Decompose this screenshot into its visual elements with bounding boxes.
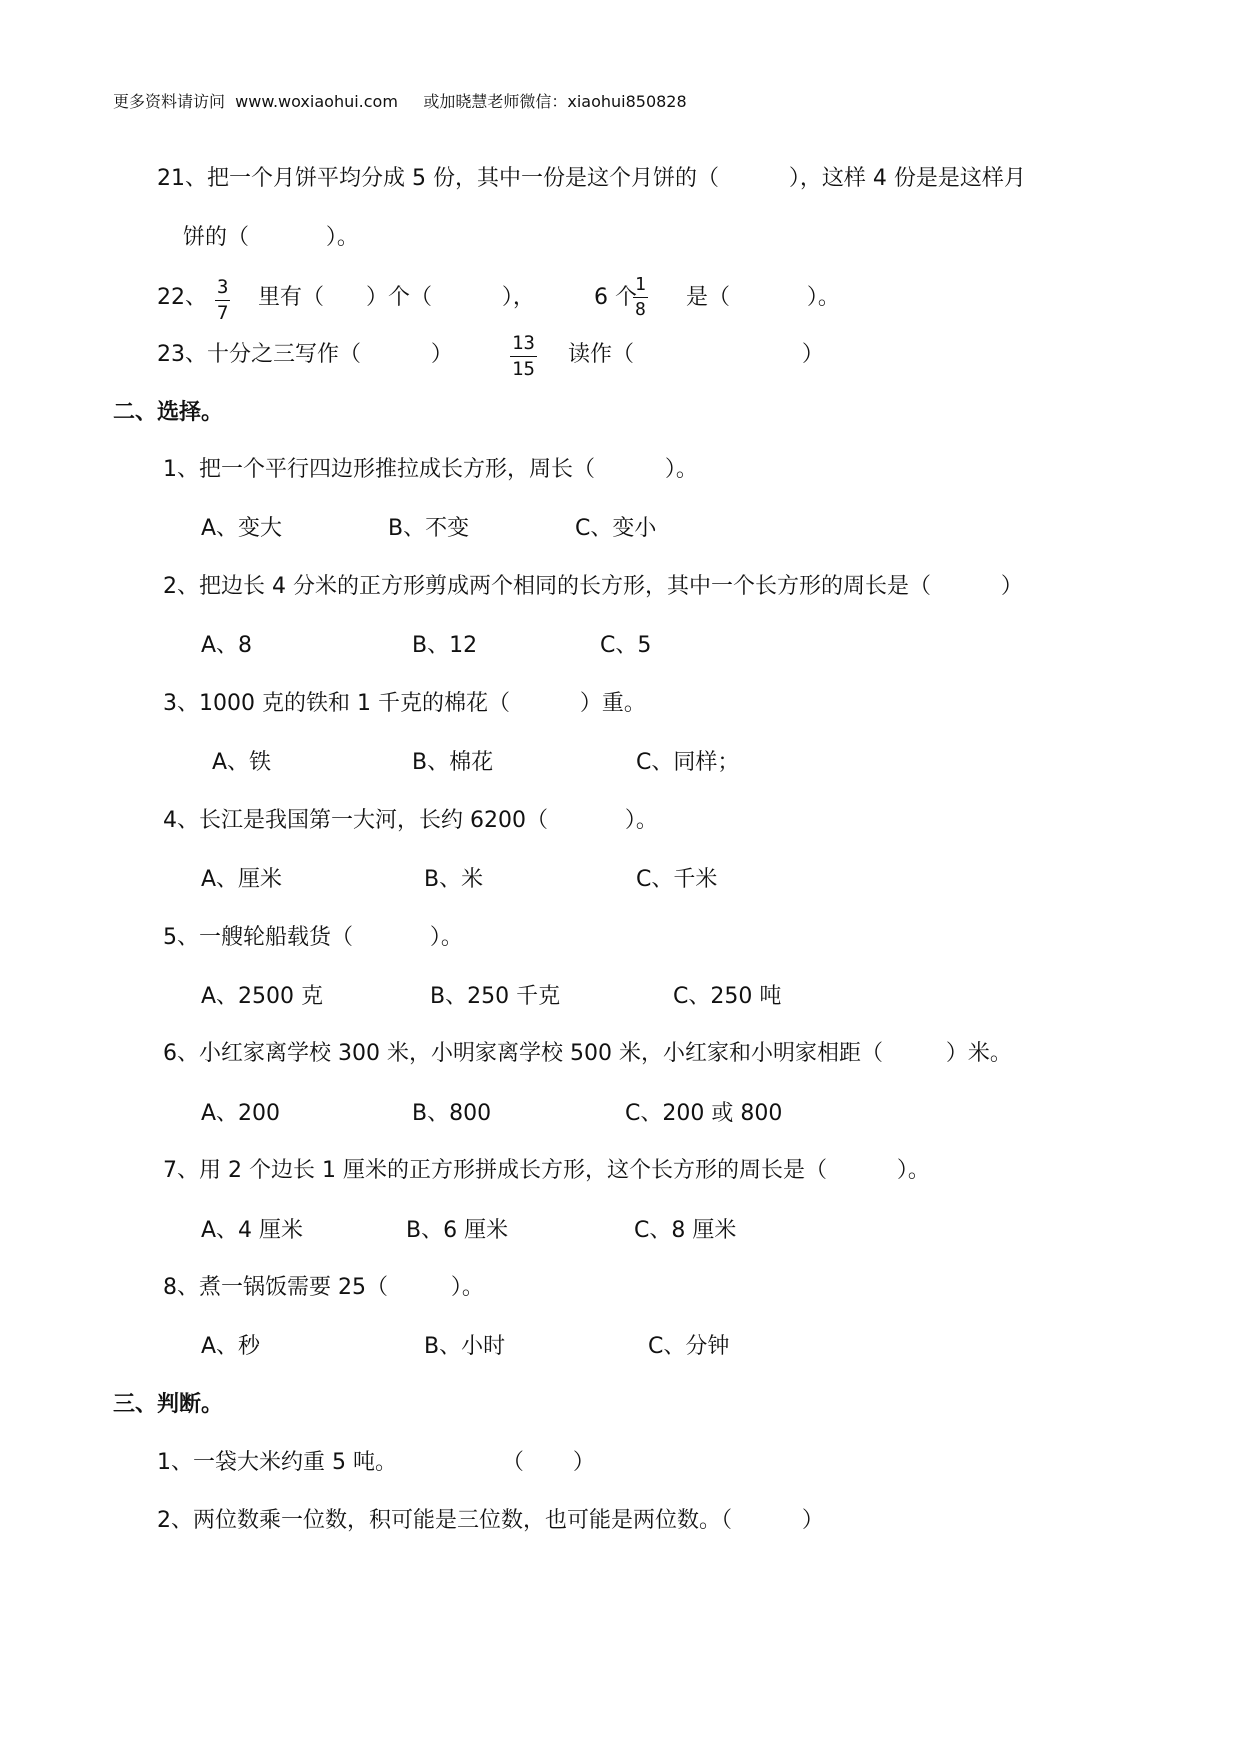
fraction-bar (215, 300, 230, 301)
choice-question-5: 5、一艘轮船载货（ ）。 (163, 925, 463, 950)
choice-6-option-b: B、800 (412, 1101, 492, 1126)
question-22-label: 22、 (157, 285, 207, 310)
choice-5-option-a: A、2500 克 (201, 984, 324, 1009)
section-3-title: 三、判断。 (113, 1392, 224, 1417)
choice-3-option-a: A、铁 (212, 750, 272, 775)
choice-question-8: 8、煮一锅饭需要 25（ ）。 (163, 1275, 484, 1300)
choice-6-option-a: A、200 (201, 1101, 281, 1126)
fraction-1-8 (633, 276, 648, 319)
choice-question-6: 6、小红家离学校 300 米，小明家离学校 500 米，小红家和小明家相距（ ）米。 (163, 1041, 1012, 1066)
choice-question-3: 3、1000 克的铁和 1 千克的棉花（ ）重。 (163, 691, 646, 716)
fraction-numerator: 3 (217, 276, 229, 298)
question-23-end: 读作（ ） (568, 342, 824, 367)
choice-7-option-b: B、6 厘米 (406, 1218, 509, 1243)
choice-2-option-c: C、5 (600, 633, 652, 658)
question-22-end: 是（ ）。 (686, 285, 840, 310)
choice-8-option-c: C、分钟 (648, 1334, 730, 1359)
fraction-denominator: 8 (635, 299, 646, 320)
fraction-denominator: 7 (217, 302, 229, 324)
choice-5-option-c: C、250 吨 (673, 984, 782, 1009)
choice-1-option-a: A、变大 (201, 516, 283, 541)
question-22-six: 6 个 (594, 285, 637, 310)
choice-question-4: 4、长江是我国第一大河，长约 6200（ ）。 (163, 808, 658, 833)
choice-7-option-c: C、8 厘米 (634, 1218, 737, 1243)
judge-item-2: 2、两位数乘一位数，积可能是三位数，也可能是两位数。（ ） (157, 1508, 824, 1533)
choice-5-option-b: B、250 千克 (430, 984, 561, 1009)
question-22-middle: 里有（ ）个（ ）， (258, 285, 535, 310)
choice-question-1: 1、把一个平行四边形推拉成长方形，周长（ ）。 (163, 457, 698, 482)
section-2-title: 二、选择。 (113, 400, 224, 425)
choice-1-option-b: B、不变 (388, 516, 470, 541)
fraction-numerator: 1 (635, 274, 646, 295)
fraction-13-15 (510, 334, 537, 379)
choice-4-option-b: B、米 (424, 867, 484, 892)
header-text: 更多资料请访问 www.woxiaohui.com 或加晓慧老师微信：xiaohui850828 (113, 92, 687, 111)
question-21-line-1: 21、把一个月饼平均分成 5 份，其中一份是这个月饼的（ ），这样 4 份是是这样月 (157, 166, 1026, 191)
choice-7-option-a: A、4 厘米 (201, 1218, 304, 1243)
choice-question-2: 2、把边长 4 分米的正方形剪成两个相同的长方形，其中一个长方形的周长是（ ） (163, 574, 1023, 599)
question-21-line-2: 饼的（ ）。 (183, 225, 359, 250)
choice-question-7: 7、用 2 个边长 1 厘米的正方形拼成长方形，这个长方形的周长是（ ）。 (163, 1158, 930, 1183)
fraction-denominator: 15 (512, 358, 535, 380)
question-23-start: 23、十分之三写作（ ） (157, 342, 453, 367)
fraction-bar (510, 356, 537, 357)
choice-3-option-b: B、棉花 (412, 750, 494, 775)
judge-item-1: 1、一袋大米约重 5 吨。 （ ） (157, 1450, 595, 1475)
choice-2-option-a: A、8 (201, 633, 253, 658)
choice-8-option-b: B、小时 (424, 1334, 506, 1359)
choice-6-option-c: C、200 或 800 (625, 1101, 783, 1126)
fraction-numerator: 13 (512, 332, 535, 354)
choice-1-option-c: C、变小 (575, 516, 657, 541)
choice-4-option-c: C、千米 (636, 867, 718, 892)
choice-2-option-b: B、12 (412, 633, 478, 658)
choice-3-option-c: C、同样； (636, 750, 740, 775)
choice-4-option-a: A、厘米 (201, 867, 283, 892)
fraction-3-7 (215, 278, 230, 323)
fraction-bar (633, 297, 648, 298)
choice-8-option-a: A、秒 (201, 1334, 261, 1359)
